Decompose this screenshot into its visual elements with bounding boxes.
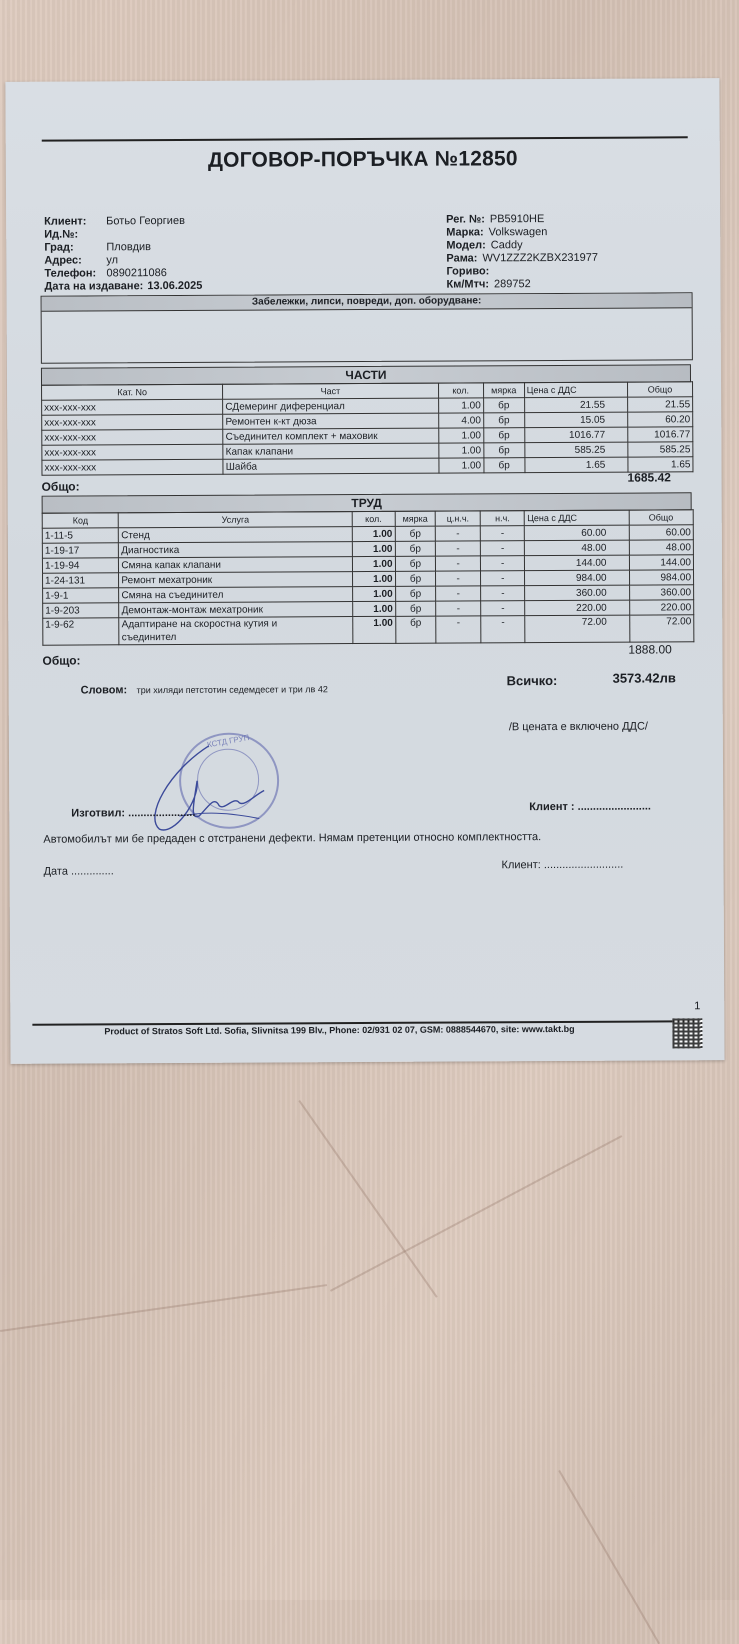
client-signature-line-2: Клиент: ..........................	[502, 859, 624, 872]
hour-rate: -	[436, 556, 481, 571]
part-name: СДемеринг диференциал	[223, 398, 438, 414]
unit: бр	[483, 443, 524, 458]
qty: 1.00	[352, 571, 395, 586]
code: 1-19-94	[42, 558, 118, 573]
grand-total-value: 3573.42лв	[613, 670, 676, 685]
service-name: Адаптиране на скоростна кутия и	[122, 617, 351, 631]
notes-box	[41, 292, 693, 363]
code: 1-19-17	[42, 543, 118, 558]
line-total: 585.25	[628, 442, 693, 457]
price: 585.25	[525, 442, 628, 458]
code: 1-9-62	[43, 618, 120, 645]
code: 1-9-203	[43, 603, 119, 618]
parts-total-label: Общо:	[42, 479, 80, 493]
col-price: Цена с ДДС	[525, 510, 629, 526]
unit: бр	[395, 571, 436, 586]
code: 1-9-1	[43, 588, 119, 603]
hours: -	[480, 526, 525, 541]
hour-rate: -	[436, 526, 481, 541]
qty: 4.00	[438, 413, 483, 428]
model-value: Caddy	[491, 239, 523, 252]
col-hour-rate: ц.н.ч.	[436, 511, 481, 526]
vat-note: /В цената е включено ДДС/	[509, 721, 648, 734]
line-total: 21.55	[627, 397, 692, 412]
fuel-label: Гориво:	[446, 265, 489, 278]
part-name: Шайба	[223, 458, 438, 474]
labor-table	[42, 509, 695, 645]
hour-rate: -	[436, 616, 481, 643]
price: 1.65	[525, 457, 628, 473]
footer-text: Product of Stratos Soft Ltd. Sofia, Slivnitsa 199 Blv., Phone: 02/931 02 07, GSM: 0888544670, site: www.takt.bg	[104, 1024, 574, 1036]
line-total: 72.00	[629, 615, 694, 642]
service-name: Демонтаж-монтаж мехатроник	[119, 602, 353, 618]
col-price: Цена с ДДС	[524, 382, 627, 398]
parts-table	[41, 381, 693, 475]
client-value: Ботьо Георгиев	[106, 215, 185, 228]
labor-row	[43, 615, 694, 645]
phone-value: 0890211086	[106, 267, 166, 280]
mileage-value: 289752	[494, 278, 531, 291]
company-stamp: КСТД ГРУП	[179, 732, 280, 829]
client-signature-line: Клиент : ........................	[529, 801, 651, 814]
price: 72.00	[525, 615, 629, 643]
service-name: Смяна на съединител	[119, 587, 353, 603]
vin-label: Рама:	[446, 252, 477, 265]
cat-no: xxx-xxx-xxx	[42, 444, 223, 460]
mileage-label: Км/Мтч:	[446, 278, 489, 291]
parts-total-value: 1685.42	[627, 470, 670, 484]
vin-value: WV1ZZZ2KZBX231977	[482, 252, 598, 266]
make-label: Марка:	[446, 226, 483, 239]
in-words-label: Словом:	[81, 684, 128, 696]
city-label: Град:	[44, 241, 106, 254]
hours: -	[480, 541, 525, 556]
parts-header: ЧАСТИ	[41, 364, 691, 385]
page-number: 1	[694, 1000, 700, 1012]
price: 360.00	[525, 585, 629, 601]
client-info	[44, 215, 202, 294]
col-cat-no: Кат. No	[42, 384, 223, 400]
in-words-value: три хиляди петстотин седемдесет и три лв 42	[137, 684, 328, 695]
city-value: Пловдив	[106, 241, 151, 254]
unit: бр	[395, 526, 436, 541]
hours: -	[481, 616, 526, 643]
cat-no: xxx-xxx-xxx	[42, 399, 223, 415]
hour-rate: -	[436, 601, 481, 616]
unit: бр	[395, 616, 436, 643]
fabric-fold	[0, 1284, 327, 1332]
col-part: Част	[223, 383, 438, 399]
model-label: Модел:	[446, 239, 486, 252]
prepared-by-line: Изготвил: ......................	[71, 807, 195, 820]
col-qty: кол.	[438, 383, 483, 398]
price: 60.00	[525, 525, 629, 541]
line-total: 220.00	[629, 600, 694, 615]
col-unit: мярка	[395, 511, 436, 526]
id-label: Ид.№:	[44, 228, 106, 241]
hour-rate: -	[436, 541, 481, 556]
qty: 1.00	[438, 428, 483, 443]
make-value: Volkswagen	[489, 226, 548, 239]
fabric-fold	[298, 1100, 437, 1298]
qty: 1.00	[352, 556, 395, 571]
service-name-line2: съединител	[122, 630, 351, 644]
document-title: ДОГОВОР-ПОРЪЧКА №12850	[6, 146, 720, 174]
parts-row	[42, 457, 693, 475]
price: 21.55	[524, 397, 627, 413]
col-hours: н.ч.	[480, 511, 525, 526]
price: 220.00	[525, 600, 629, 616]
hour-rate: -	[436, 571, 481, 586]
line-total: 360.00	[629, 585, 694, 600]
issue-date-value: 13.06.2025	[147, 280, 202, 293]
col-total: Общо	[627, 382, 692, 397]
code: 1-11-5	[42, 528, 118, 543]
col-code: Код	[42, 513, 118, 528]
line-total: 1.65	[628, 457, 693, 472]
line-total: 984.00	[629, 570, 694, 585]
address-label: Адрес:	[44, 254, 106, 267]
part-name: Ремонтен к-кт дюза	[223, 413, 438, 429]
cat-no: xxx-xxx-xxx	[42, 459, 223, 475]
price: 48.00	[525, 540, 629, 556]
labor-total-value: 1888.00	[628, 642, 671, 656]
hours: -	[480, 556, 525, 571]
price: 15.05	[524, 412, 627, 428]
qty: 1.00	[438, 398, 483, 413]
reg-label: Рег. №:	[446, 213, 485, 226]
client-label: Клиент:	[44, 215, 106, 228]
part-name: Капак клапани	[223, 443, 438, 459]
fabric-fold	[558, 1470, 660, 1644]
qty: 1.00	[353, 601, 396, 616]
hours: -	[480, 571, 525, 586]
vehicle-info	[446, 213, 598, 292]
top-rule	[42, 136, 688, 141]
issue-date-label: Дата на издаване:	[44, 280, 143, 294]
labor-header: ТРУД	[42, 492, 692, 513]
hours: -	[481, 586, 526, 601]
unit: бр	[484, 458, 525, 473]
hours: -	[481, 601, 526, 616]
service-name: Ремонт мехатроник	[119, 572, 353, 588]
line-total: 1016.77	[628, 427, 693, 442]
cat-no: xxx-xxx-xxx	[42, 414, 223, 430]
price: 1016.77	[524, 427, 627, 443]
line-total: 144.00	[629, 555, 694, 570]
qty: 1.00	[353, 616, 396, 643]
qty: 1.00	[352, 541, 395, 556]
notes-header: Забележки, липси, повреди, доп. оборудване:	[42, 293, 692, 311]
address-value: ул	[106, 254, 118, 267]
unit: бр	[395, 541, 436, 556]
line-total: 48.00	[629, 540, 694, 555]
fabric-fold	[330, 1135, 622, 1292]
service-name: Стенд	[119, 527, 353, 543]
parts-section	[41, 364, 692, 477]
col-unit: мярка	[483, 383, 524, 398]
date-line: Дата ..............	[44, 865, 114, 877]
unit: бр	[483, 428, 524, 443]
unit: бр	[395, 586, 436, 601]
col-service: Услуга	[119, 512, 353, 528]
qty: 1.00	[352, 526, 395, 541]
phone-label: Телефон:	[44, 267, 106, 280]
service-name: Диагностика	[119, 542, 353, 558]
qr-code	[672, 1018, 702, 1048]
line-total: 60.00	[629, 525, 694, 540]
col-total: Общо	[629, 510, 694, 525]
price: 144.00	[525, 555, 629, 571]
cat-no: xxx-xxx-xxx	[42, 429, 223, 445]
signature	[139, 740, 290, 841]
service-name: Смяна капак клапани	[119, 557, 353, 573]
unit: бр	[483, 398, 524, 413]
labor-total-label: Общо:	[42, 653, 80, 667]
unit: бр	[483, 413, 524, 428]
labor-section	[42, 492, 693, 645]
hour-rate: -	[436, 586, 481, 601]
handover-statement: Автомобилът ми бе предаден с отстранени дефекти. Нямам претенции относно комплектността.	[43, 831, 541, 846]
qty: 1.00	[438, 443, 483, 458]
col-qty: кол.	[352, 511, 395, 526]
unit: бр	[395, 556, 436, 571]
code: 1-24-131	[43, 573, 119, 588]
unit: бр	[395, 601, 436, 616]
grand-total-label: Всичко:	[507, 673, 558, 688]
qty: 1.00	[439, 458, 484, 473]
price: 984.00	[525, 570, 629, 586]
reg-value: PB5910HE	[490, 213, 545, 226]
qty: 1.00	[353, 586, 396, 601]
work-order-document	[5, 78, 724, 1064]
line-total: 60.20	[628, 412, 693, 427]
part-name: Съединител комплект + маховик	[223, 428, 438, 444]
